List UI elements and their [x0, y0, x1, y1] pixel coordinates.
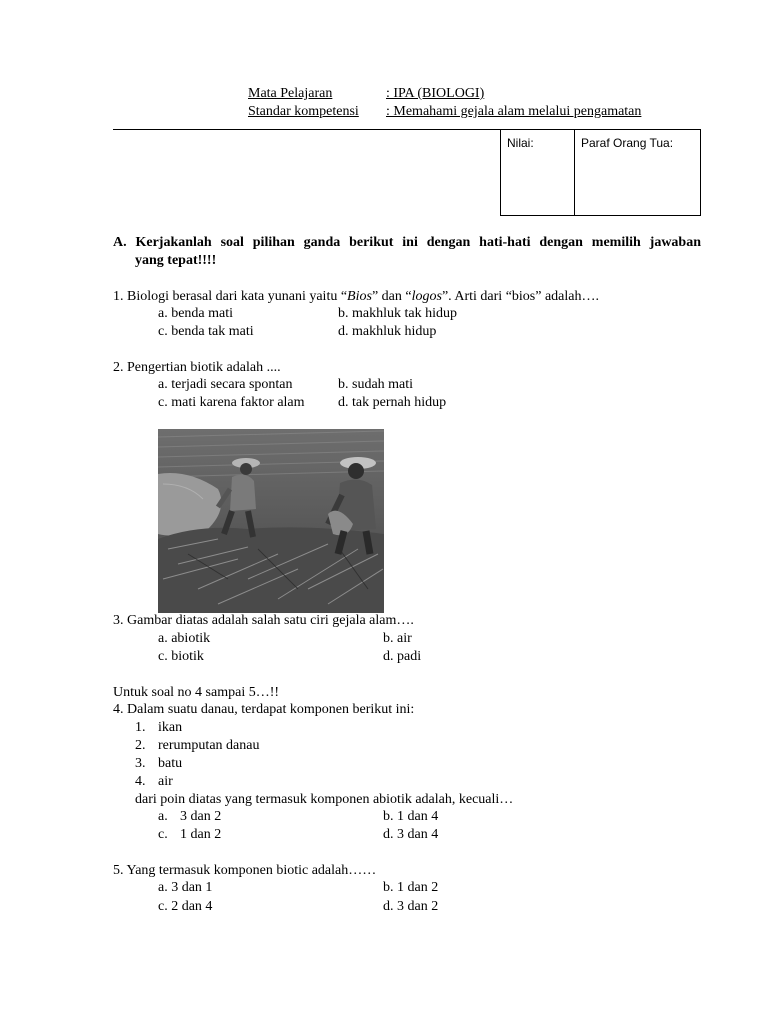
q2-option-d: d. tak pernah hidup	[338, 395, 447, 410]
parent-signature-label: Paraf Orang Tua:	[581, 136, 674, 150]
competency-label: Standar kompetensi	[248, 104, 359, 119]
q4-item: rerumputan danau	[158, 738, 260, 753]
section-a-instruction: A. Kerjakanlah soal pilihan ganda berikut ini dengan hati-hati dengan memilih jawaban	[113, 235, 701, 250]
q2-option-a: a. terjadi secara spontan	[158, 377, 293, 392]
q4-followup: dari poin diatas yang termasuk komponen abiotik adalah, kecuali…	[135, 792, 514, 807]
nilai-label: Nilai:	[507, 136, 534, 150]
q4-item-num: 1.	[135, 720, 146, 735]
q4-item: air	[158, 774, 173, 789]
q3-option-d: d. padi	[383, 649, 422, 664]
question-2: 2. Pengertian biotik adalah ....	[113, 360, 281, 375]
q5-option-b: b. 1 dan 2	[383, 880, 439, 895]
q5-option-c: c. 2 dan 4	[158, 899, 213, 914]
q4-item: ikan	[158, 720, 183, 735]
q4-item-num: 2.	[135, 738, 146, 753]
q2-option-c: c. mati karena faktor alam	[158, 395, 305, 410]
q3-option-a: a. abiotik	[158, 631, 211, 646]
q4-option-a: 3 dan 2	[180, 809, 222, 824]
q1-option-b: b. makhluk tak hidup	[338, 306, 457, 321]
q3-option-c: c. biotik	[158, 649, 204, 664]
competency-value: : Memahami gejala alam melalui pengamatan	[386, 104, 642, 119]
q1-option-a: a. benda mati	[158, 306, 234, 321]
q5-option-a: a. 3 dan 1	[158, 880, 213, 895]
q3-option-b: b. air	[383, 631, 412, 646]
section-a-instruction-cont: yang tepat!!!!	[135, 253, 217, 268]
subject-label: Mata Pelajaran	[248, 86, 333, 101]
q4-option-d: d. 3 dan 4	[383, 827, 439, 842]
q5-option-d: d. 3 dan 2	[383, 899, 439, 914]
q4-option-c: 1 dan 2	[180, 827, 222, 842]
q4-item-num: 4.	[135, 774, 146, 789]
question-3: 3. Gambar diatas adalah salah satu ciri gejala alam….	[113, 613, 414, 628]
intro-questions-4-5: Untuk soal no 4 sampai 5…!!	[113, 685, 280, 700]
question-4: 4. Dalam suatu danau, terdapat komponen berikut ini:	[113, 702, 415, 717]
q4-option-c-letter: c.	[158, 827, 168, 842]
q4-option-b: b. 1 dan 4	[383, 809, 439, 824]
q1-option-d: d. makhluk hidup	[338, 324, 437, 339]
question-5: 5. Yang termasuk komponen biotic adalah……	[113, 863, 377, 878]
score-box-divider	[574, 129, 575, 216]
q2-option-b: b. sudah mati	[338, 377, 414, 392]
q4-item: batu	[158, 756, 183, 771]
subject-value: : IPA (BIOLOGI)	[386, 86, 485, 101]
q1-option-c: c. benda tak mati	[158, 324, 254, 339]
question-1: 1. Biologi berasal dari kata yunani yaitu “Bios” dan “logos”. Arti dari “bios” adalah….	[113, 289, 599, 304]
q4-item-num: 3.	[135, 756, 146, 771]
q4-option-a-letter: a.	[158, 809, 168, 824]
rice-harvest-photo	[158, 429, 384, 613]
